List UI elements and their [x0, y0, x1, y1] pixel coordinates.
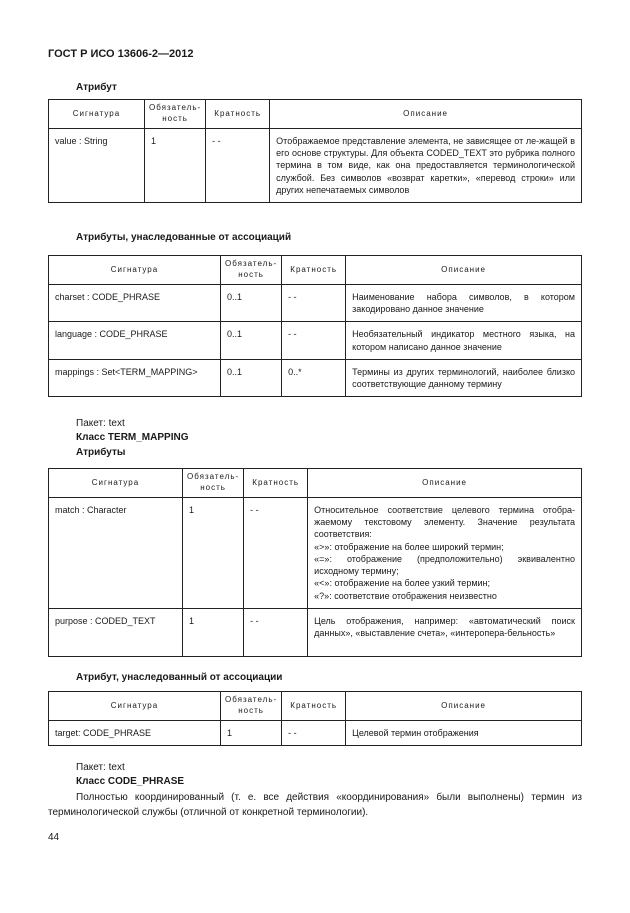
document-header: ГОСТ Р ИСО 13606-2—2012	[48, 48, 194, 60]
page-number: 44	[48, 832, 60, 843]
class-title-term-mapping: Класс TERM_MAPPING	[76, 432, 189, 443]
table-row: mappings : Set<TERM_MAPPING> 0..1 0..* Термины из других терминологий, наиболее близко соответствующие данному термину	[49, 359, 582, 396]
package-label-2: Пакет: text	[76, 762, 125, 773]
section-title-attributes: Атрибуты	[76, 447, 126, 458]
class-title-code-phrase: Класс CODE_PHRASE	[76, 776, 185, 787]
inherited-attributes-table	[48, 255, 582, 397]
section-title-attribute: Атрибут	[76, 82, 117, 93]
col-description: Описание	[270, 100, 582, 129]
col-signature: Сигнатура	[49, 100, 145, 129]
inherited-attribute-table	[48, 691, 582, 746]
col-multiplicity: Кратность	[206, 100, 270, 129]
term-mapping-table	[48, 468, 582, 657]
table-header-row	[49, 100, 582, 129]
table-header-row: Сигнатура Обязатель- ность Кратность Описание	[49, 692, 582, 721]
table-header-row: Сигнатура Обязатель- ность Кратность Описание	[49, 469, 582, 498]
package-label: Пакет: text	[76, 418, 125, 429]
table-row: language : CODE_PHRASE 0..1 - - Необязательный индикатор местного языка, на котором написано данное значение	[49, 322, 582, 359]
table-row: value : String 1 - - Отображаемое представление элемента, не зависящее от ле-жащей в его основе структуры. Для объекта CODED_TEXT это рубрика полного термина в том виде, как она предоставляется терминологической службой. Без символов «возврат каретки», «перевод строки» или других непечатаемых символов	[49, 129, 582, 203]
table-row: purpose : CODED_TEXT 1 - - Цель отображения, например: «автоматический поиск данных», «выставление счета», «интеропера-бельность»	[49, 608, 582, 656]
section-title-inherited-attributes: Атрибуты, унаследованные от ассоциаций	[76, 232, 292, 243]
table-header-row: Сигнатура Обязатель- ность Кратность Описание	[49, 256, 582, 285]
table-row: target: CODE_PHRASE 1 - - Целевой термин отображения	[49, 721, 582, 746]
table-row: charset : CODE_PHRASE 0..1 - - Наименование набора символов, в котором закодировано данное значение	[49, 285, 582, 322]
section-title-inherited-attribute: Атрибут, унаследованный от ассоциации	[76, 672, 283, 683]
table-row: match : Character 1 - - Относительное соответствие целевого термина отобра-жаемому текстовому элементу. Значение результата соответствия: «>»: отображение на более широкий термин; «=»: отображение (предположительно) эквивалентно исходному термину; «<»: отображение на более узкий термин; «?»: соответствие отображения неизвестно	[49, 498, 582, 609]
attribute-table	[48, 99, 582, 203]
col-mandatory: Обязатель- ность	[145, 100, 206, 129]
class-description: Полностью координированный (т. е. все действия «координирования» были выполнены) термин из терминологической службы (отличной от конкретной терминологии).	[48, 792, 582, 818]
